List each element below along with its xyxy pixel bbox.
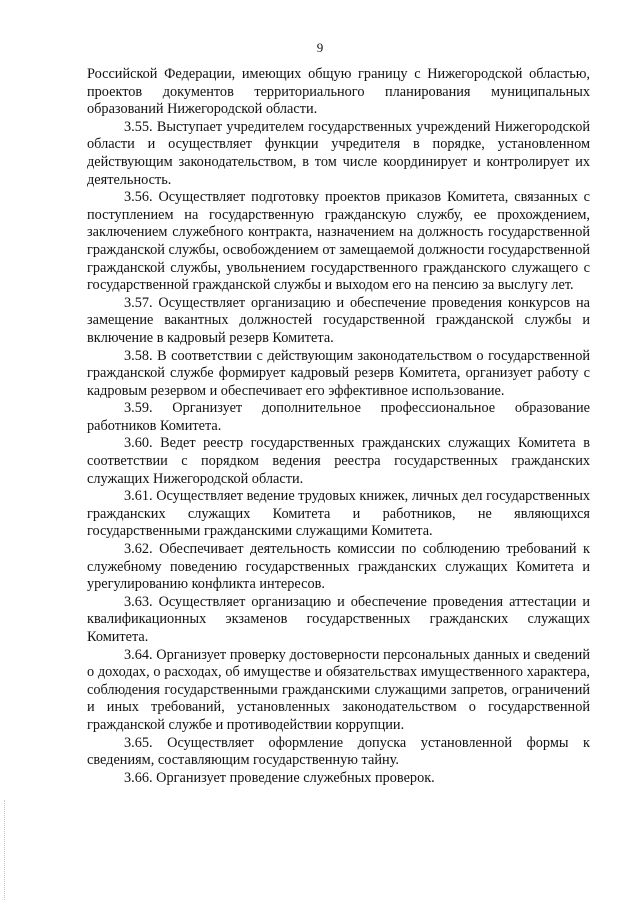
paragraph-3-66: 3.66. Организует проведение служебных проверок.: [124, 769, 435, 786]
paragraph-3-61: 3.61. Осуществляет ведение трудовых книжек, личных дел государственных гражданских служащих Комитета и работников, не являющихся государственными гражданскими служащими Комитета.: [87, 488, 590, 540]
paragraph-3-58: 3.58. В соответствии с действующим законодательством о государственной гражданской службе формирует кадровый резерв Комитета, организует работу с кадровым резервом и обеспечивает его эффективное использование.: [87, 347, 590, 399]
document-body: [87, 66, 590, 787]
paragraph-3-64: 3.64. Организует проверку достоверности персональных данных и сведений о доходах, о расходах, об имуществе и обязательствах имущественного характера, соблюдения государственными гражданскими служащими запретов, ограничений и иных требований, установленных законодательством о государственной гражданской службе и противодействии коррупции.: [87, 646, 590, 733]
paragraph-3-59: 3.59. Организует дополнительное профессиональное образование работников Комитета.: [87, 400, 590, 434]
paragraph-3-63: 3.63. Осуществляет организацию и обеспечение проведения аттестации и квалификационных экзаменов государственных гражданских служащих Комитета.: [87, 593, 590, 645]
paragraph-3-57: 3.57. Осуществляет организацию и обеспечение проведения конкурсов на замещение вакантных должностей государственной гражданской службы и включение в кадровый резерв Комитета.: [87, 294, 590, 346]
paragraph-3-62: 3.62. Обеспечивает деятельность комиссии по соблюдению требований к служебному поведению государственных гражданских служащих Комитета и урегулированию конфликта интересов.: [87, 541, 590, 593]
paragraph-3-55: 3.55. Выступает учредителем государственных учреждений Нижегородской области и осуществляет функции учредителя в порядке, установленном действующим законодательством, в том числе координирует и контролирует их деятельность.: [87, 118, 590, 188]
page-number: 9: [316, 40, 324, 55]
scan-edge-marks: [4, 800, 6, 900]
paragraph-3-60: 3.60. Ведет реестр государственных гражданских служащих Комитета в соответствии с порядком ведения реестра государственных гражданских служащих Нижегородской области.: [87, 435, 590, 487]
paragraph-3-65: 3.65. Осуществляет оформление допуска установленной формы к сведениям, составляющим государственную тайну.: [87, 734, 590, 769]
paragraph-3-56: 3.56. Осуществляет подготовку проектов приказов Комитета, связанных с поступлением на государственную гражданскую службу, ее прохождением, заключением служебного контракта, назначением на должность государственной гражданской службы, освобождением от замещаемой должности государственной гражданской службы, увольнением государственного гражданского служащего с государственной гражданской службы и выходом его на пенсию за выслугу лет.: [87, 189, 590, 294]
paragraph-continuation: Российской Федерации, имеющих общую границу с Нижегородской областью, проектов документов территориального планирования муниципальных образований Нижегородской области.: [87, 66, 590, 118]
